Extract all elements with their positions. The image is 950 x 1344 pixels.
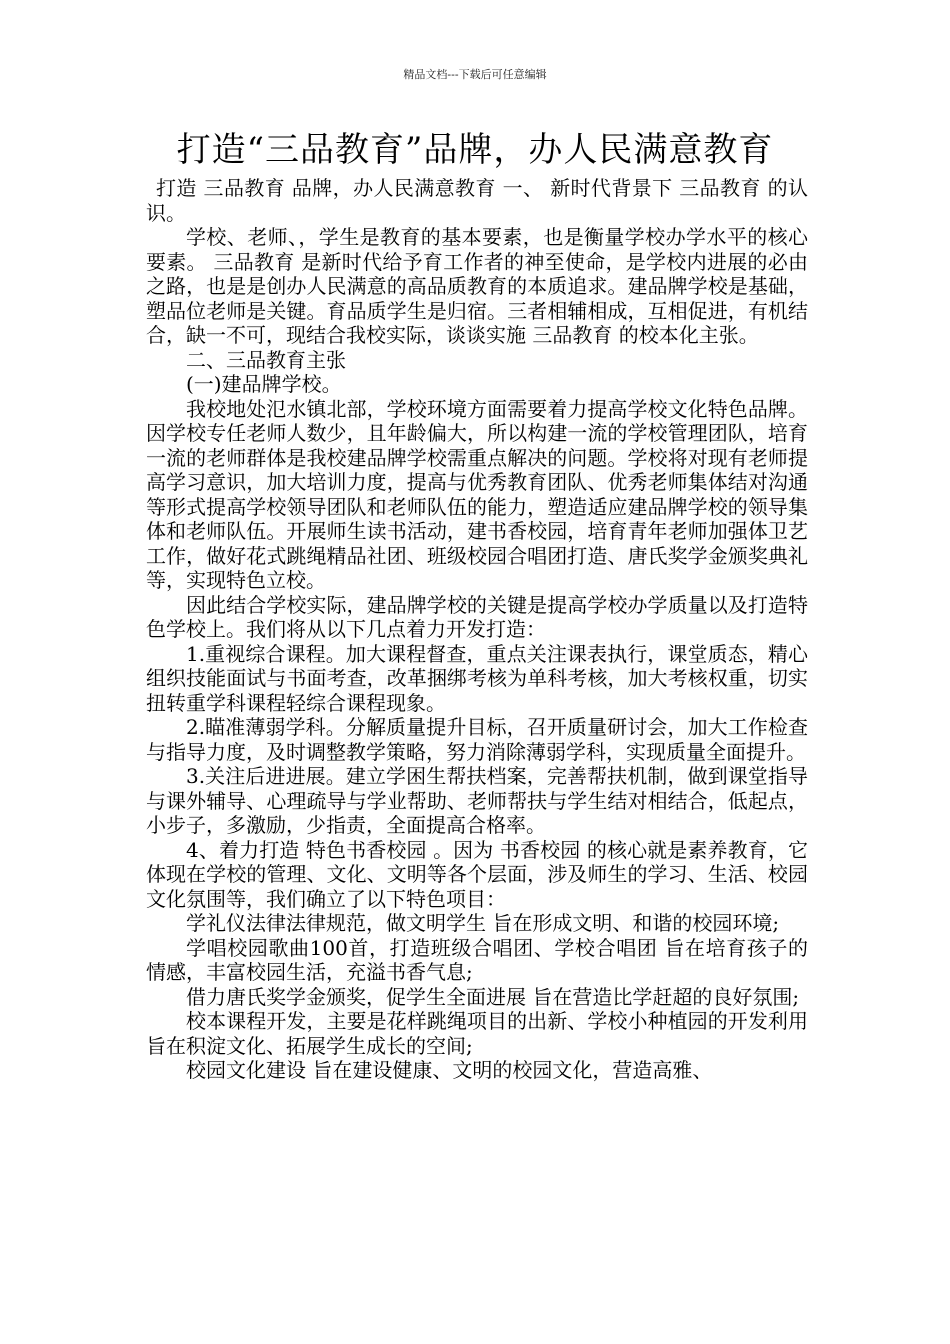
page-header: 精品文档---下载后可任意编辑	[403, 68, 547, 81]
paragraph: 我校地处氾水镇北部，学校环境方面需要着力提高学校文化特色品牌。因学校专任老师人数少，且年龄偏大，所以构建一流的学校管理团队，培育一流的老师群体是我校建品牌学校需重点解决的问题。学校将对现有老师提高学习意识，加大培训力度，提高与优秀教育团队、优秀老师集体结对沟通等形式提高学校领导团队和老师队伍的能力，塑造适应建品牌学校的领导集体和老师队伍。开展师生读书活动，建书香校园，培育青年老师加强体卫艺工作，做好花式跳绳精品社团、班级校园合唱团打造、唐氏奖学金颁奖典礼等，实现特色立校。	[146, 396, 808, 592]
list-item: 2.瞄准薄弱学科。分解质量提升目标，召开质量研讨会，加大工作检查与指导力度，及时调整教学策略，努力消除薄弱学科，实现质量全面提升。	[146, 715, 808, 764]
document-body	[146, 176, 808, 1083]
project-item: 学礼仪法律法律规范，做文明学生 旨在形成文明、和谐的校园环境;	[186, 911, 780, 935]
paragraph: 学校、老师、，学生是教育的基本要素，也是衡量学校办学水平的核心要素。 三品教育 是新时代给予育工作者的神至使命，是学校内进展的必由之路，也是是创办人民满意的高品质教育的本质追求。建品牌学校是基础，塑品位老师是关键。育品质学生是归宿。三者相辅相成，互相促进，有机结合，缺一不可，现结合我校实际，谈谈实施 三品教育 的校本化主张。	[146, 225, 808, 347]
project-item: 学唱校园歌曲100首，打造班级合唱团、学校合唱团 旨在培育孩子的情感，丰富校园生活，充溢书香气息;	[146, 935, 808, 984]
document-title: 打造“三品教育”品牌，办人民满意教育	[176, 130, 774, 170]
section-heading: 二、三品教育主张	[186, 347, 346, 372]
subsection-heading: (一)建品牌学校。	[186, 372, 342, 396]
list-item: 3.关注后进进展。建立学困生帮扶档案，完善帮扶机制，做到课堂指导与课外辅导、心理疏导与学业帮助、老师帮扶与学生结对相结合，低起点，小步子，多激励，少指责，全面提高合格率。	[146, 764, 808, 837]
project-item: 校园文化建设 旨在建设健康、文明的校园文化，营造高雅、	[186, 1058, 713, 1082]
list-item: 1.重视综合课程。加大课程督查，重点关注课表执行，课堂质态，精心组织技能面试与书面考查，改革捆绑考核为单科考核，加大考核权重，切实扭转重学科课程轻综合课程现象。	[146, 641, 808, 715]
project-item: 校本课程开发，主要是花样跳绳项目的出新、学校小种植园的开发利用 旨在积淀文化、拓展学生成长的空间;	[146, 1009, 808, 1058]
paragraph: 因此结合学校实际，建品牌学校的关键是提高学校办学质量以及打造特色学校上。我们将从以下几点着力开发打造：	[146, 592, 808, 641]
project-item: 借力唐氏奖学金颁奖，促学生全面进展 旨在营造比学赶超的良好氛围;	[186, 984, 800, 1009]
list-item: 4、着力打造 特色书香校园 。因为 书香校园 的核心就是素养教育，它体现在学校的管理、文化、文明等各个层面，涉及师生的学习、生活、校园文化氛围等，我们确立了以下特色项目：	[146, 837, 808, 911]
paragraph-intro: 打造 三品教育 品牌，办人民满意教育 一、 新时代背景下 三品教育 的认识。	[146, 176, 808, 225]
